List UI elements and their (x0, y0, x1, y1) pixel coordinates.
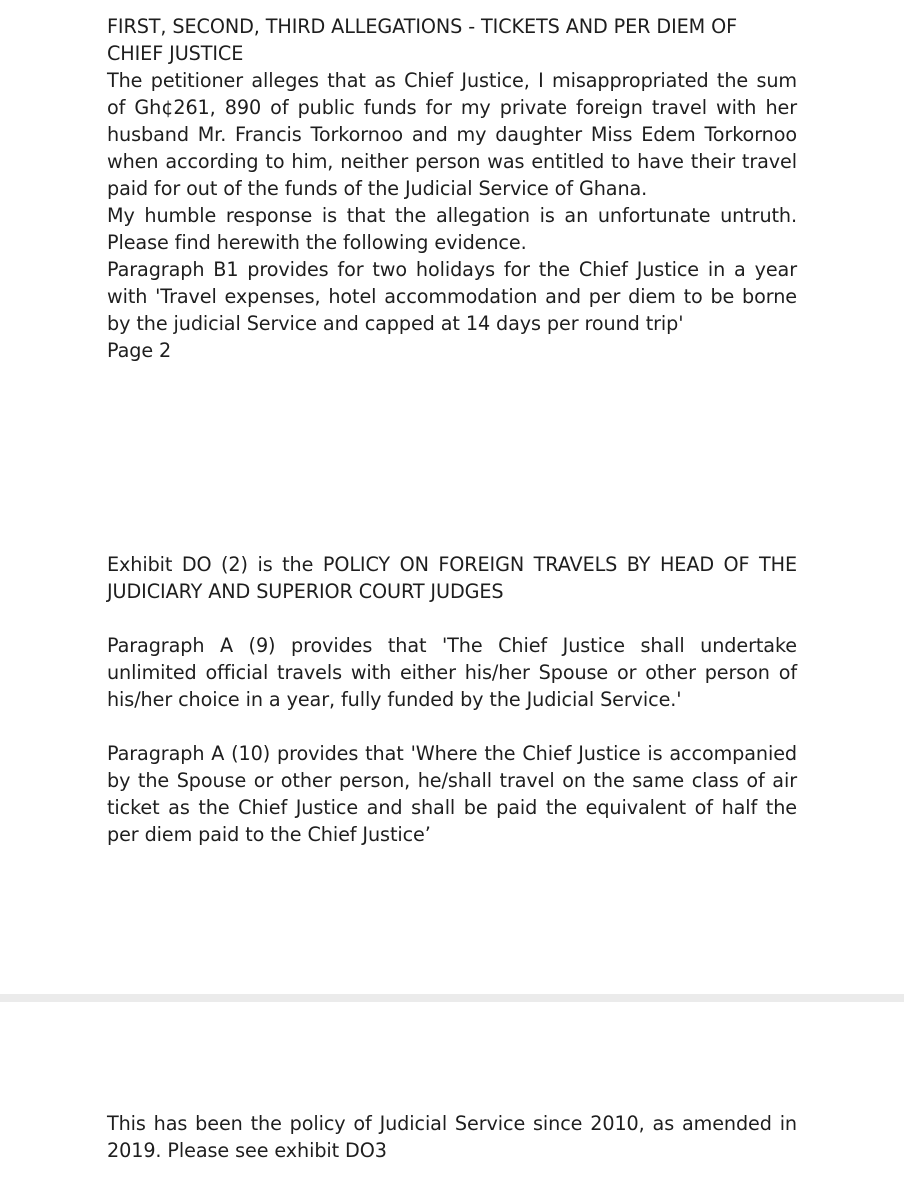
response-paragraph: My humble response is that the allegation is an unfortunate untruth. Please find herewith the following evidence. (107, 204, 797, 254)
paragraph-b1: Paragraph B1 provides for two holidays for the Chief Justice in a year with 'Travel expenses, hotel accommodation and per diem to be borne by the judicial Service and capped at 14 days per round trip' (107, 258, 797, 335)
document-page-2 (0, 1002, 904, 1180)
page-label: Page 2 (107, 339, 172, 362)
paragraph-a9: Paragraph A (9) provides that 'The Chief Justice shall undertake unlimited official travels with either his/her Spouse or other person of his/her choice in a year, fully funded by the Judicial Service.' (107, 634, 797, 711)
page-separator (0, 994, 904, 1002)
policy-note-paragraph: This has been the policy of Judicial Service since 2010, as amended in 2019. Please see exhibit DO3 (107, 1112, 797, 1162)
section-heading: FIRST, SECOND, THIRD ALLEGATIONS - TICKETS AND PER DIEM OF CHIEF JUSTICE (107, 15, 738, 65)
exhibit-paragraph: Exhibit DO (2) is the POLICY ON FOREIGN TRAVELS BY HEAD OF THE JUDICIARY AND SUPERIOR COURT JUDGES (107, 553, 797, 603)
paragraph-a10: Paragraph A (10) provides that 'Where the Chief Justice is accompanied by the Spouse or other person, he/shall travel on the same class of air ticket as the Chief Justice and shall be paid the equivalent of half the per diem paid to the Chief Justice’ (107, 742, 797, 846)
allegation-paragraph: The petitioner alleges that as Chief Justice, I misappropriated the sum of Gh¢261, 890 of public funds for my private foreign travel with her husband Mr. Francis Torkornoo and my daughter Miss Edem Torkornoo when according to him, neither person was entitled to have their travel paid for out of the funds of the Judicial Service of Ghana. (107, 69, 797, 200)
